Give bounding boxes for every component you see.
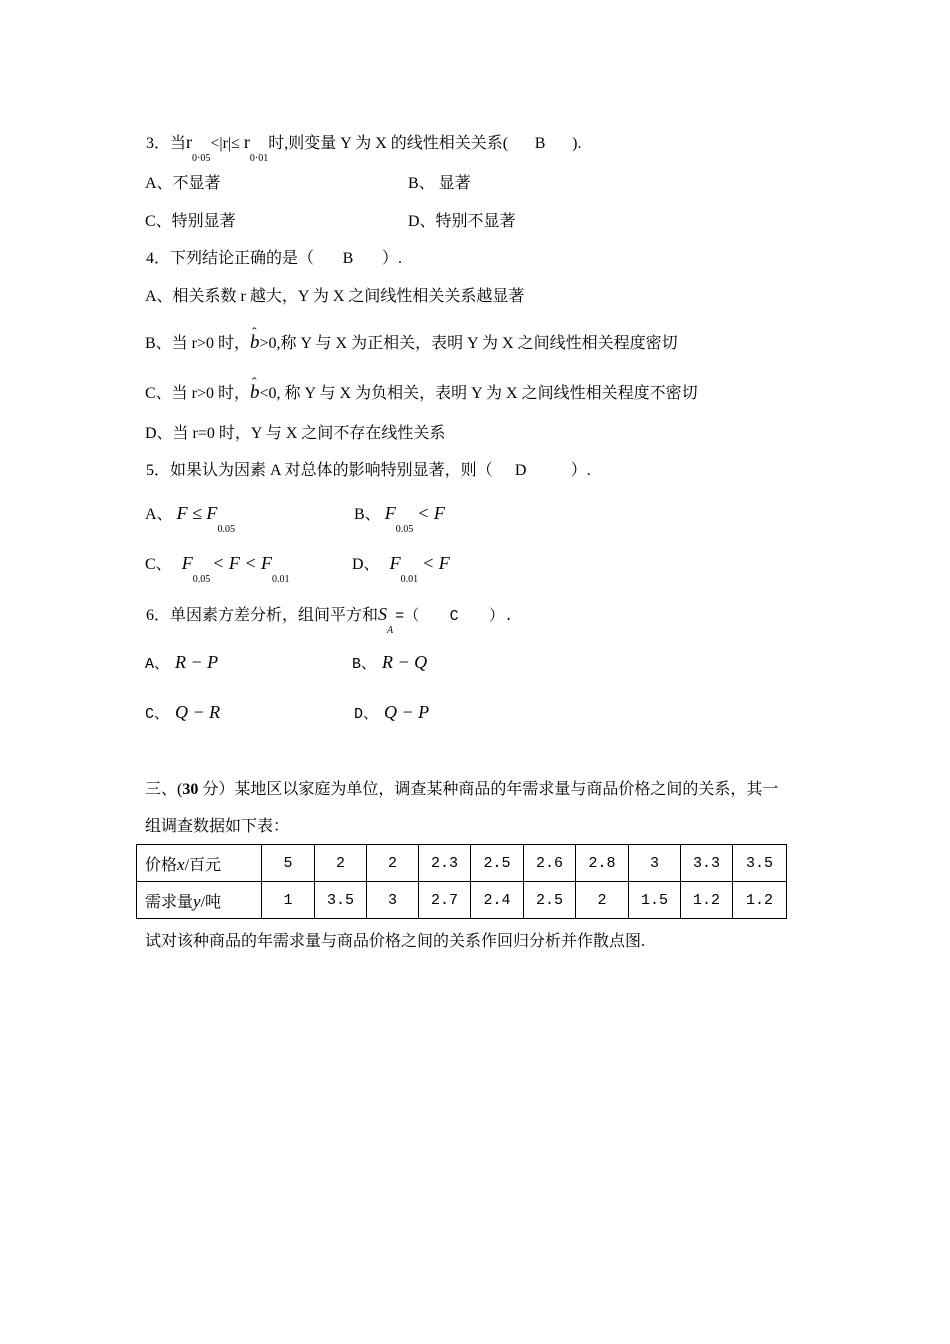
table-cell: 1.2 <box>733 882 787 919</box>
q3-stem: 3．当$r_{0\cdot 05}<|r|\le r_{0\cdot 01}$时,则变量 Y 为 X 的线性相关关系( B ). <box>146 132 582 164</box>
table-cell: 5 <box>262 845 315 882</box>
q3-option-c: C、特别显著 <box>145 213 236 230</box>
table-cell: 3.3 <box>681 845 733 882</box>
table-cell: 2.4 <box>471 882 524 919</box>
table-cell: 1.2 <box>681 882 733 919</box>
part3-task: 试对该种商品的年需求量与商品价格之间的关系作回归分析并作散点图. <box>145 933 646 950</box>
table-cell: 2.6 <box>524 845 576 882</box>
table-cell: 3 <box>367 882 419 919</box>
demand-header: 需求量y/吨 <box>137 882 262 919</box>
q6-option-a: A、 R − P <box>145 652 219 673</box>
s-symbol: S <box>378 604 388 624</box>
q4-option-d: D、当 r=0 时，Y 与 X 之间不存在线性关系 <box>145 425 446 442</box>
q3-option-b: B、 显著 <box>408 175 471 192</box>
points: 30 <box>182 781 199 798</box>
q4-answer: B <box>342 250 354 267</box>
q6-option-c: C、 Q − R <box>145 702 221 723</box>
q4-option-b: B、当 r>0 时，ˆ b>0,称 Y 与 X 为正相关，表明 Y 为 X 之间线性相关程度密切 <box>145 333 678 354</box>
price-row <box>137 845 787 882</box>
q5-stem: 5．如果认为因素 A 对总体的影响特别显著，则（ D ）. <box>146 462 591 479</box>
q4-stem: 4．下列结论正确的是（ B ）. <box>146 250 403 267</box>
q3-option-a: A、不显著 <box>145 175 221 192</box>
table-cell: 3.5 <box>733 845 787 882</box>
q6-stem: 6．单因素方差分析，组间平方和$S_A=$（ C ）. <box>146 604 514 636</box>
part3-intro: 三、(30 分）某地区以家庭为单位，调查某种商品的年需求量与商品价格之间的关系，其一 <box>145 781 779 798</box>
table-cell: 3 <box>629 845 681 882</box>
q4-option-a: A、相关系数 r 越大，Y 为 X 之间线性相关关系越显著 <box>145 288 525 305</box>
q5-option-a: A、 $F \le F_{0.05}$ <box>145 503 235 535</box>
q4-option-c: C、当 r>0 时，ˆ b<0, 称 Y 与 X 为负相关，表明 Y 为 X 之间线性相关程度不密切 <box>145 383 698 404</box>
q6-option-b: B、 R − Q <box>352 652 428 673</box>
table-cell: 2.3 <box>419 845 471 882</box>
q5-option-b: B、 $F_{0.05}< F$ <box>354 503 445 535</box>
table-cell: 2.8 <box>576 845 629 882</box>
q5-option-c: C、 $F_{0.05}< F < F_{0.01}$ <box>145 553 290 585</box>
b-hat-symbol: ˆ b <box>250 383 260 403</box>
q3-answer: B <box>534 135 546 152</box>
q5-option-d: D、 $F_{0.01}< F$ <box>352 553 450 585</box>
part3-intro-line2: 组调查数据如下表： <box>145 818 290 835</box>
price-header: 价格x/百元 <box>137 845 262 882</box>
q3-option-d: D、特别不显著 <box>408 213 516 230</box>
data-table <box>136 844 787 919</box>
table-cell: 2.5 <box>471 845 524 882</box>
table-cell: 3.5 <box>315 882 367 919</box>
q5-answer: D <box>514 462 527 479</box>
demand-row <box>137 882 787 919</box>
q6-option-d: D、 Q − P <box>354 702 430 723</box>
table-cell: 2 <box>315 845 367 882</box>
table-cell: 2.5 <box>524 882 576 919</box>
b-hat-symbol: ˆ b <box>250 333 260 353</box>
q6-answer: C <box>449 608 459 625</box>
table-cell: 2 <box>367 845 419 882</box>
table-cell: 2.7 <box>419 882 471 919</box>
table-cell: 1.5 <box>629 882 681 919</box>
r-symbol: r <box>186 132 193 152</box>
table-cell: 1 <box>262 882 315 919</box>
table-cell: 2 <box>576 882 629 919</box>
